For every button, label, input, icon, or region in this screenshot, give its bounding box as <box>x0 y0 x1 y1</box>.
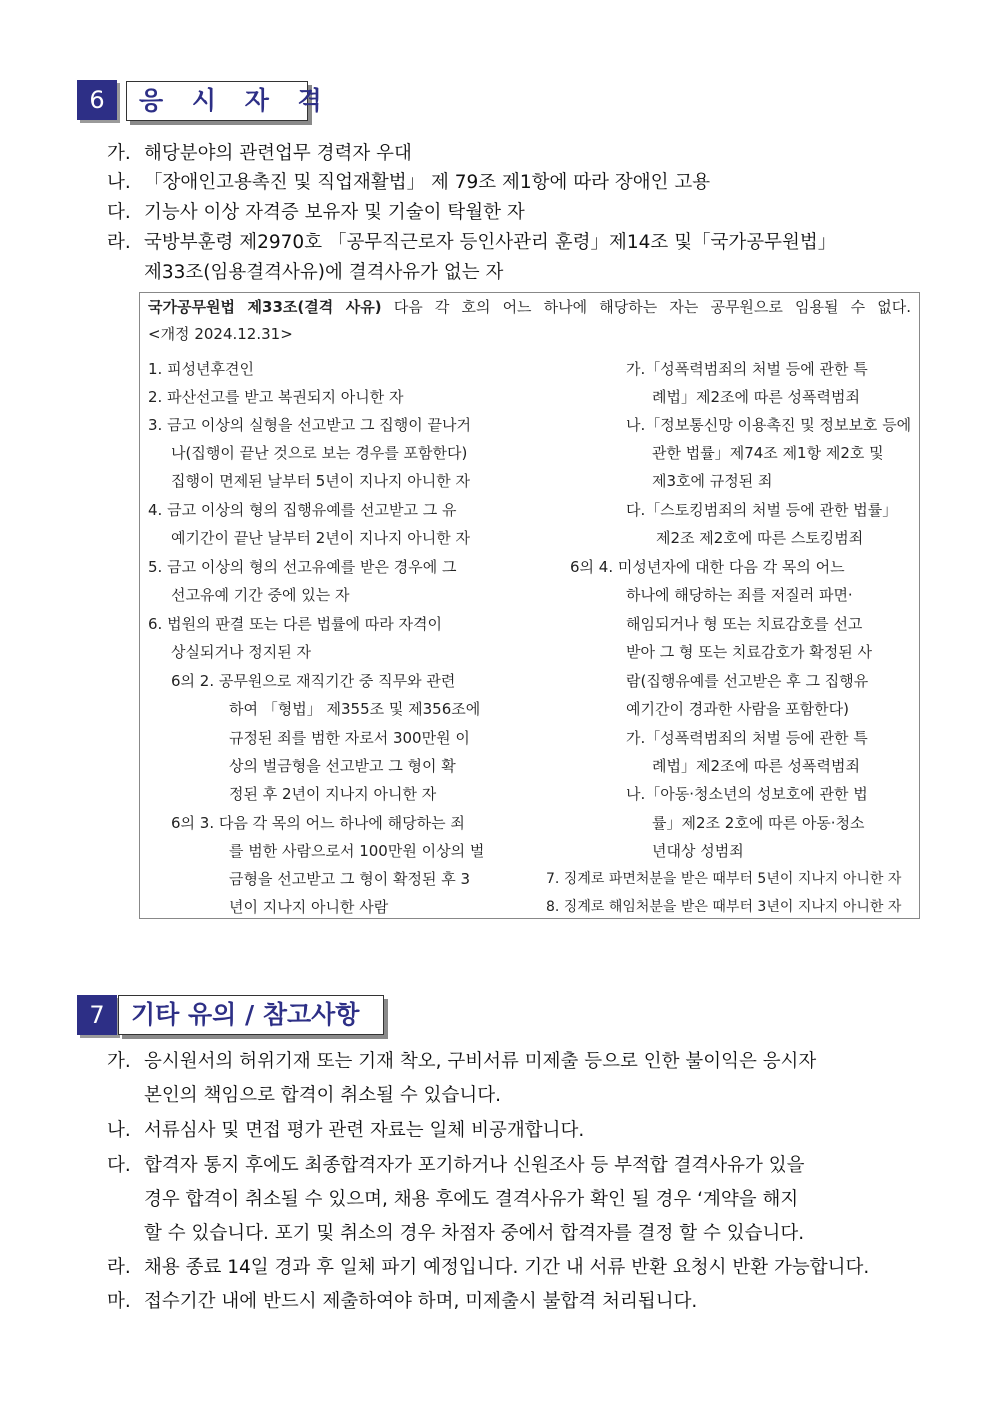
item-text: 기능사 이상 자격증 보유자 및 기술이 탁월한 자 <box>144 202 525 223</box>
law-article-title: 국가공무원법 제33조(결격 사유) <box>148 298 382 316</box>
item-text: 채용 종료 14일 경과 후 일체 파기 예정입니다. 기간 내 서류 반환 요청시 반환 가능합니다. <box>144 1257 870 1278</box>
law-clause: 상의 벌금형을 선고받고 그 형이 확 <box>229 757 456 775</box>
law-clause: 8. 징계로 해임처분을 받은 때부터 3년이 지나지 아니한 자 <box>546 899 902 915</box>
law-clause: 6의 2. 공무원으로 재직기간 중 직무와 관련 <box>171 672 456 690</box>
law-clause: 3. 금고 이상의 실형을 선고받고 그 집행이 끝나거 <box>148 416 471 434</box>
law-clause: 1. 피성년후견인 <box>148 360 255 378</box>
law-article-box <box>139 292 920 919</box>
law-article-heading <box>148 293 911 321</box>
sec7-item-ra <box>107 1253 922 1283</box>
sec7-item-da <box>107 1151 922 1181</box>
section-7-title: 기타 유의 / 참고사항 <box>118 995 384 1035</box>
law-clause: 6. 법원의 판결 또는 다른 법률에 따라 자격이 <box>148 615 443 633</box>
law-clause: 제2조 제2호에 따른 스토킹범죄 <box>656 529 864 547</box>
item-text: 국방부훈령 제2970호 「공무직근로자 등인사관리 훈령」제14조 및「국가공무원법」 <box>144 232 837 253</box>
section-6-title: 응 시 자 격 <box>126 81 308 121</box>
law-clause: 5. 금고 이상의 형의 선고유예를 받은 경우에 그 <box>148 558 457 576</box>
sec6-item-da <box>107 198 922 228</box>
item-label: 라. <box>107 232 131 253</box>
law-clause: 가.「성폭력범죄의 처벌 등에 관한 특 <box>626 729 868 747</box>
law-clause: 례법」제2조에 따른 성폭력범죄 <box>652 388 860 406</box>
sec7-item-na <box>107 1116 922 1146</box>
law-clause: 하여 「형법」 제355조 및 제356조에 <box>229 700 481 718</box>
law-clause: 6의 3. 다음 각 목의 어느 하나에 해당하는 죄 <box>171 814 465 832</box>
law-clause: 예기간이 끝난 날부터 2년이 지나지 아니한 자 <box>171 529 470 547</box>
section-7-number: 7 <box>77 995 117 1035</box>
item-label: 라. <box>107 1257 131 1278</box>
law-clause: 례법」제2조에 따른 성폭력범죄 <box>652 757 860 775</box>
item-text: 해당분야의 관련업무 경력자 우대 <box>144 143 412 164</box>
law-article-intro: 다음 각 호의 어느 하나에 해당하는 자는 공무원으로 임용될 수 없다. <box>381 298 911 316</box>
item-label: 가. <box>107 1051 131 1072</box>
sec6-item-ra-continuation: 제33조(임용결격사유)에 결격사유가 없는 자 <box>144 262 504 283</box>
law-clause: 예기간이 경과한 사람을 포함한다) <box>626 700 850 718</box>
sec7-item-da-continuation: 할 수 있습니다. 포기 및 취소의 경우 차점자 중에서 합격자를 결정 할 수 있습니다. <box>144 1223 805 1244</box>
item-text: 「장애인고용촉진 및 직업재활법」 제 79조 제1항에 따라 장애인 고용 <box>144 172 711 193</box>
law-clause: 제3호에 규정된 죄 <box>652 472 773 490</box>
law-clause: 람(집행유예를 선고받은 후 그 집행유 <box>626 672 869 690</box>
item-label: 나. <box>107 1120 131 1141</box>
law-clause: 나.「정보통신망 이용촉진 및 정보보호 등에 <box>626 416 912 434</box>
law-clause: 가.「성폭력범죄의 처벌 등에 관한 특 <box>626 360 868 378</box>
item-text: 서류심사 및 면접 평가 관련 자료는 일체 비공개합니다. <box>144 1120 585 1141</box>
section-6-number: 6 <box>77 80 117 120</box>
sec7-item-ga-continuation: 본인의 책임으로 합격이 취소될 수 있습니다. <box>144 1085 501 1106</box>
item-text: 응시원서의 허위기재 또는 기재 착오, 구비서류 미제출 등으로 인한 불이익은 응시자 <box>144 1051 817 1072</box>
item-label: 다. <box>107 1155 131 1176</box>
law-clause: 규정된 죄를 범한 자로서 300만원 이 <box>229 729 470 747</box>
law-clause: 나(집행이 끝난 것으로 보는 경우를 포함한다) <box>171 444 468 462</box>
law-clause: 률」제2조 2호에 따른 아동·청소 <box>652 814 865 832</box>
law-clause: 집행이 면제된 날부터 5년이 지나지 아니한 자 <box>171 472 470 490</box>
law-clause: 관한 법률」제74조 제1항 제2호 및 <box>652 444 884 462</box>
law-clause: 해임되거나 형 또는 치료감호를 선고 <box>626 615 863 633</box>
sec6-item-ga <box>107 139 922 169</box>
law-clause: 4. 금고 이상의 형의 집행유예를 선고받고 그 유 <box>148 501 457 519</box>
law-clause: 를 범한 사람으로서 100만원 이상의 벌 <box>229 842 485 860</box>
law-clause: 년이 지나지 아니한 사람 <box>229 898 389 916</box>
law-clause: 다.「스토킹범죄의 처벌 등에 관한 법률」 <box>626 501 898 519</box>
law-clause: 년대상 성범죄 <box>652 842 744 860</box>
law-clause: 상실되거나 정지된 자 <box>171 643 311 661</box>
item-label: 가. <box>107 143 131 164</box>
law-clause: 2. 파산선고를 받고 복권되지 아니한 자 <box>148 388 404 406</box>
item-label: 마. <box>107 1291 131 1312</box>
sec7-item-ma <box>107 1287 922 1317</box>
sec6-item-na <box>107 168 922 198</box>
law-clause: 정된 후 2년이 지나지 아니한 자 <box>229 785 437 803</box>
law-clause: 선고유예 기간 중에 있는 자 <box>171 586 350 604</box>
sec6-item-ra <box>107 228 922 258</box>
sec7-item-da-continuation: 경우 합격이 취소될 수 있으며, 채용 후에도 결격사유가 확인 될 경우 ‘계약을 해지 <box>144 1189 799 1210</box>
law-clause: 나.「아동·청소년의 성보호에 관한 법 <box>626 785 868 803</box>
law-clause: 6의 4. 미성년자에 대한 다음 각 목의 어느 <box>570 558 845 576</box>
revision-date: <개정 2024.12.31> <box>148 325 293 343</box>
item-label: 나. <box>107 172 131 193</box>
sec7-item-ga <box>107 1047 922 1077</box>
law-clause: 금형을 선고받고 그 형이 확정된 후 3 <box>229 870 471 888</box>
item-label: 다. <box>107 202 131 223</box>
law-clause: 하나에 해당하는 죄를 저질러 파면· <box>626 586 853 604</box>
law-clause: 7. 징계로 파면처분을 받은 때부터 5년이 지나지 아니한 자 <box>546 871 902 887</box>
law-clause: 받아 그 형 또는 치료감호가 확정된 사 <box>626 643 872 661</box>
item-text: 합격자 통지 후에도 최종합격자가 포기하거나 신원조사 등 부적합 결격사유가 있을 <box>144 1155 805 1176</box>
item-text: 접수기간 내에 반드시 제출하여야 하며, 미제출시 불합격 처리됩니다. <box>144 1291 698 1312</box>
